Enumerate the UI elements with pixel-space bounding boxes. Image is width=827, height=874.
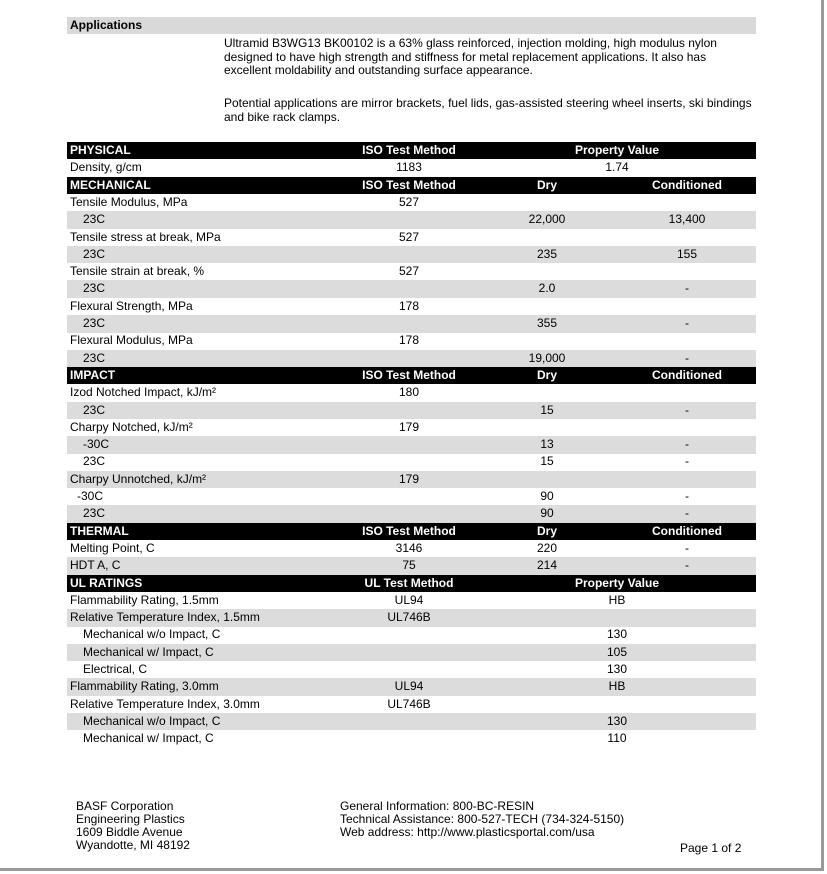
property-label: Tensile strain at break, % <box>70 264 205 279</box>
company-address <box>76 800 190 852</box>
property-label: -30C <box>83 437 110 452</box>
dry-value: 355 <box>536 316 558 330</box>
table-row <box>67 263 756 281</box>
test-method: ISO Test Method <box>362 143 456 157</box>
property-label: Charpy Notched, kJ/m² <box>70 419 193 434</box>
test-method: UL746B <box>387 610 431 625</box>
property-label: 23C <box>83 402 106 417</box>
section-title: THERMAL <box>70 523 129 538</box>
applications-heading: Applications <box>67 17 756 34</box>
contact-line: General Information: 800-BC-RESIN <box>340 799 535 813</box>
table-row <box>67 678 756 696</box>
dry-value: 13 <box>540 437 554 452</box>
dry-value: 90 <box>540 506 554 521</box>
table-row <box>67 557 756 575</box>
property-value: 130 <box>606 627 628 642</box>
table-row <box>67 661 756 680</box>
conditioned-value: - <box>685 437 689 452</box>
property-label: Mechanical w/o Impact, C <box>83 627 221 642</box>
applications-potential <box>224 97 764 124</box>
table-row <box>67 298 756 316</box>
conditioned-value: Conditioned <box>652 367 722 382</box>
conditioned-value: - <box>685 281 689 296</box>
property-value: Property Value <box>574 143 660 157</box>
conditioned-value: - <box>685 506 689 521</box>
section-title: PHYSICAL <box>70 143 131 157</box>
conditioned-value: - <box>685 402 689 417</box>
property-label: Mechanical w/o Impact, C <box>83 713 221 728</box>
property-label: Flammability Rating, 1.5mm <box>70 592 219 607</box>
description-line: and bike rack clamps. <box>224 109 341 124</box>
test-method: UL94 <box>394 592 424 607</box>
test-method: 1183 <box>396 160 422 175</box>
dry-value: 214 <box>536 558 558 573</box>
table-row <box>67 626 756 644</box>
property-label: Electrical, C <box>83 662 148 676</box>
table-row <box>67 332 756 350</box>
table-row <box>67 159 756 177</box>
table-row <box>67 419 756 437</box>
conditioned-value: - <box>685 454 689 469</box>
property-value: 1.74 <box>605 160 629 175</box>
conditioned-value: - <box>685 350 689 365</box>
property-value: 130 <box>606 713 628 728</box>
property-label: Flexural Strength, MPa <box>70 298 193 313</box>
applications-description <box>224 37 764 78</box>
property-label: 23C <box>83 281 106 296</box>
table-row <box>67 246 756 264</box>
table-row <box>67 315 756 333</box>
description-line: designed to have high strength and stiffness for metal replacement applications. It also has <box>224 49 707 64</box>
section-header-row <box>67 575 756 592</box>
property-value: HB <box>608 679 626 694</box>
table-row <box>67 229 756 247</box>
test-method: ISO Test Method <box>362 367 456 382</box>
description-line: Ultramid B3WG13 BK00102 is a 63% glass reinforced, injection molding, high modulus nylon <box>224 36 717 50</box>
section-header-row <box>67 142 756 159</box>
property-value: HB <box>608 592 626 607</box>
conditioned-value: - <box>685 316 689 330</box>
property-label: Tensile Modulus, MPa <box>70 194 188 209</box>
section-title: MECHANICAL <box>70 177 151 192</box>
table-row <box>67 609 756 627</box>
table-row <box>67 644 756 662</box>
property-label: -30C <box>77 489 104 503</box>
table-row <box>67 730 756 748</box>
table-row <box>67 436 756 454</box>
dry-value: Dry <box>536 177 557 192</box>
dry-value: 15 <box>540 454 554 469</box>
property-label: 23C <box>83 212 106 227</box>
property-label: Relative Temperature Index, 1.5mm <box>70 610 260 625</box>
property-label: Melting Point, C <box>70 540 155 555</box>
test-method: 179 <box>398 419 420 434</box>
property-label: 23C <box>83 316 106 330</box>
test-method: UL Test Method <box>364 575 454 590</box>
property-label: Flexural Modulus, MPa <box>70 333 193 348</box>
test-method: 178 <box>398 333 420 348</box>
description-line: excellent moldability and outstanding surface appearance. <box>224 63 533 77</box>
conditioned-value: - <box>685 489 689 503</box>
address-line: 1609 Biddle Avenue <box>76 825 183 839</box>
table-row <box>67 350 756 368</box>
property-label: 23C <box>83 246 106 261</box>
property-label: Izod Notched Impact, kJ/m² <box>70 385 217 400</box>
table-row <box>67 696 756 714</box>
table-row <box>67 453 756 471</box>
property-label: Mechanical w/ Impact, C <box>83 731 214 746</box>
test-method: 75 <box>402 558 416 573</box>
page-number: Page 1 of 2 <box>680 841 742 855</box>
property-label: Flammability Rating, 3.0mm <box>70 679 219 694</box>
table-row <box>67 402 756 420</box>
dry-value: Dry <box>536 523 557 538</box>
property-value: 105 <box>606 644 628 659</box>
property-label: Mechanical w/ Impact, C <box>83 644 214 659</box>
property-value: Property Value <box>574 575 660 590</box>
test-method: UL94 <box>394 679 424 694</box>
dry-value: 220 <box>536 540 558 555</box>
conditioned-value: Conditioned <box>652 523 722 538</box>
address-line: Wyandotte, MI 48192 <box>76 838 190 852</box>
test-method: ISO Test Method <box>362 177 456 192</box>
property-label: Relative Temperature Index, 3.0mm <box>70 696 260 711</box>
address-line: BASF Corporation <box>76 799 174 813</box>
test-method: 180 <box>398 385 420 400</box>
test-method: 3146 <box>395 540 423 555</box>
table-row <box>67 280 756 298</box>
contact-info <box>340 800 624 839</box>
conditioned-value: Conditioned <box>652 177 722 192</box>
test-method: 527 <box>398 229 420 244</box>
test-method: 527 <box>398 194 420 209</box>
property-value: 130 <box>606 662 628 676</box>
dry-value: 22,000 <box>528 212 566 227</box>
table-row <box>67 592 756 610</box>
table-row <box>67 194 756 212</box>
address-line: Engineering Plastics <box>76 812 185 826</box>
contact-line: Technical Assistance: 800-527-TECH (734-324-5150) <box>340 812 625 826</box>
conditioned-value: - <box>685 558 689 573</box>
section-title: UL RATINGS <box>70 575 143 590</box>
dry-value: 235 <box>536 246 558 261</box>
test-method: 179 <box>398 471 420 486</box>
table-row <box>67 488 756 506</box>
dry-value: 90 <box>540 489 554 503</box>
table-row <box>67 471 756 489</box>
property-label: 23C <box>83 454 106 469</box>
property-label: Tensile stress at break, MPa <box>70 229 221 244</box>
conditioned-value: 155 <box>676 246 698 261</box>
description-line: Potential applications are mirror brackets, fuel lids, gas-assisted steering wheel inserts, ski bindings <box>224 96 752 110</box>
dry-value: 15 <box>540 402 554 417</box>
dry-value: Dry <box>536 367 557 382</box>
dry-value: 19,000 <box>528 350 566 365</box>
test-method: 527 <box>398 264 420 279</box>
contact-line: Web address: http://www.plasticsportal.com/usa <box>340 825 595 839</box>
property-label: Density, g/cm <box>70 160 142 175</box>
property-value: 110 <box>607 731 627 746</box>
table-row <box>67 540 756 558</box>
section-header-row <box>67 367 756 384</box>
property-label: Charpy Unnotched, kJ/m² <box>70 471 207 486</box>
section-header-row <box>67 177 756 194</box>
property-label: 23C <box>83 506 106 521</box>
property-label: 23C <box>83 350 106 365</box>
test-method: ISO Test Method <box>362 523 456 538</box>
property-label: HDT A, C <box>70 558 121 573</box>
table-row <box>67 713 756 731</box>
test-method: 178 <box>398 298 420 313</box>
table-row <box>67 211 756 229</box>
table-row <box>67 384 756 402</box>
dry-value: 2.0 <box>538 281 556 296</box>
section-header-row <box>67 523 756 540</box>
conditioned-value: - <box>685 540 689 555</box>
section-title: IMPACT <box>70 367 116 382</box>
conditioned-value: 13,400 <box>668 212 706 227</box>
table-row <box>67 505 756 523</box>
test-method: UL746B <box>387 696 431 711</box>
